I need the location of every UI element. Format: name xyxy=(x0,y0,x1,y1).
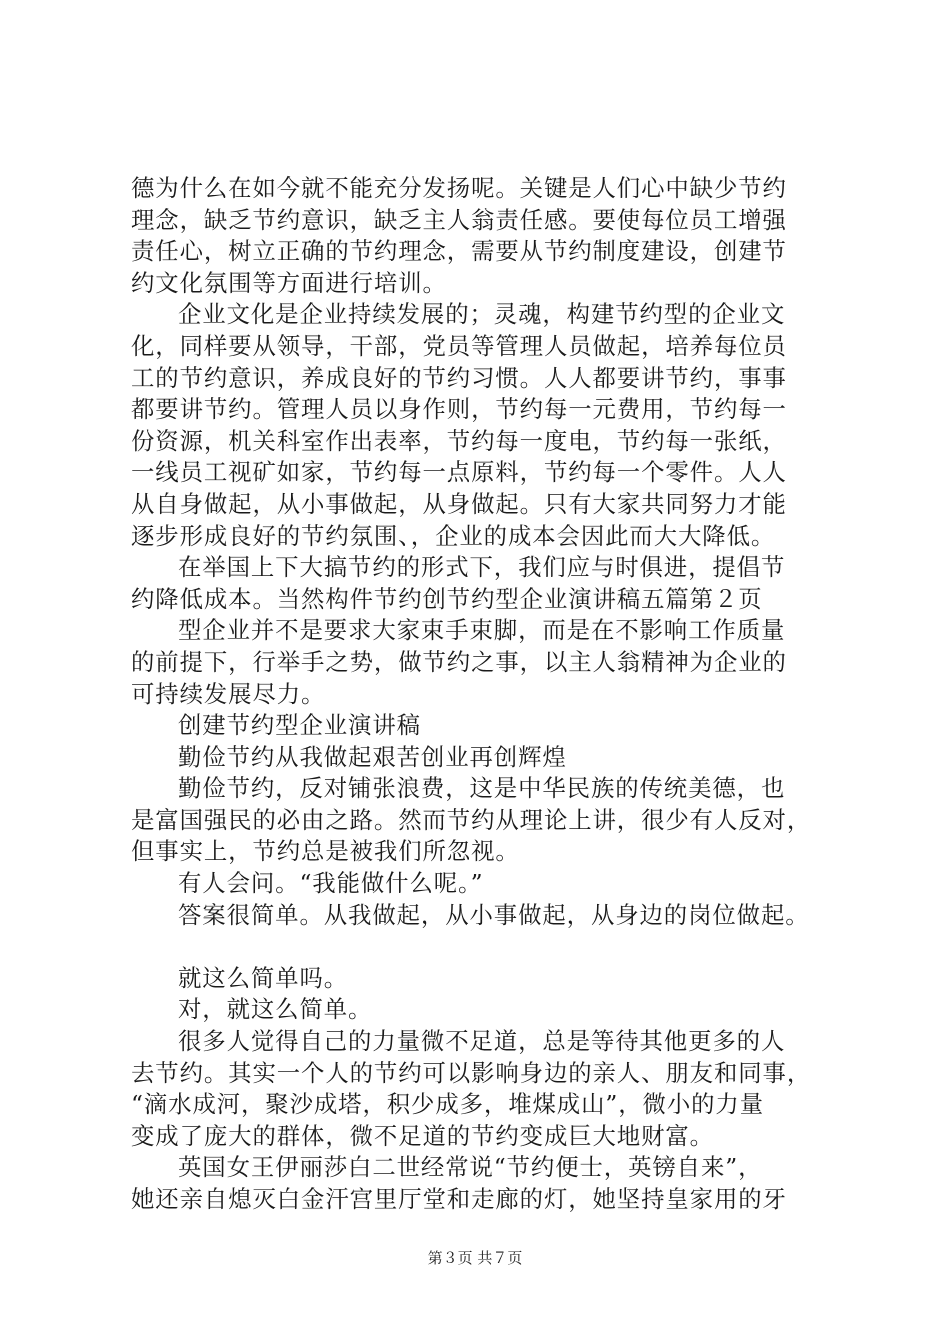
text-line: 从自身做起，从小事做起，从身做起。只有大家共同努力才能 xyxy=(131,489,787,518)
text-line: 约降低成本。当然构件节约创节约型企业演讲稿五篇第２页 xyxy=(131,584,763,613)
text-line: 工的节约意识，养成良好的节约习惯。人人都要讲节约，事事 xyxy=(131,363,787,392)
text-line: 去节约。其实一个人的节约可以影响身边的亲人、朋友和同事， xyxy=(131,1058,812,1087)
text-line: 德为什么在如今就不能充分发扬呢。关键是人们心中缺少节约 xyxy=(131,174,787,202)
text-line: 但事实上，节约总是被我们所忽视。 xyxy=(131,837,520,866)
text-line: 有人会问。“我能做什么呢。” xyxy=(178,869,484,898)
text-line: 理念，缺乏节约意识，缺乏主人翁责任感。要使每位员工增强 xyxy=(131,205,787,234)
text-line: 对，就这么简单。 xyxy=(178,995,373,1024)
text-line: 企业文化是企业持续发展的；灵魂，构建节约型的企业文 xyxy=(178,300,786,329)
body-text xyxy=(131,173,836,1216)
text-line: 很多人觉得自己的力量微不足道，总是等待其他更多的人 xyxy=(178,1027,786,1056)
text-line: 创建节约型企业演讲稿 xyxy=(178,711,421,740)
text-line: 是富国强民的必由之路。然而节约从理论上讲，很少有人反对， xyxy=(131,805,812,834)
text-line: 就这么简单吗。 xyxy=(178,963,349,992)
text-line: 英国女王伊丽莎白二世经常说“节约便士，英镑自来”， xyxy=(178,1153,763,1182)
text-line: 勤俭节约从我做起艰苦创业再创辉煌 xyxy=(178,742,567,771)
text-line: 约文化氛围等方面进行培训。 xyxy=(131,268,447,297)
text-line: 型企业并不是要求大家束手束脚，而是在不影响工作质量 xyxy=(178,616,786,645)
text-line: 勤俭节约，反对铺张浪费，这是中华民族的传统美德，也 xyxy=(178,774,786,803)
text-line: 化，同样要从领导，干部，党员等管理人员做起，培养每位员 xyxy=(131,331,787,360)
text-line: 她还亲自熄灭白金汗宫里厅堂和走廊的灯，她坚持皇家用的牙 xyxy=(131,1185,787,1213)
text-line: 变成了庞大的群体，微不足道的节约变成巨大地财富。 xyxy=(131,1121,714,1150)
text-line: 都要讲节约。管理人员以身作则，节约每一元费用，节约每一 xyxy=(131,395,787,424)
text-line: 在举国上下大搞节约的形式下，我们应与时俱进，提倡节 xyxy=(178,553,786,582)
text-line: 责任心，树立正确的节约理念，需要从节约制度建设，创建节 xyxy=(131,237,787,266)
page-footer: 第３页 共７页 xyxy=(427,1249,523,1267)
text-line: 的前提下，行举手之势，做节约之事，以主人翁精神为企业的 xyxy=(131,647,787,676)
text-line: 逐步形成良好的节约氛围、，企业的成本会因此而大大降低。 xyxy=(131,521,776,550)
text-line: 答案很简单。从我做起，从小事做起，从身边的岗位做起。 xyxy=(178,900,810,929)
text-line: 可持续发展尽力。 xyxy=(131,679,326,708)
text-line: “滴水成河，聚沙成塔，积少成多，堆煤成山”，微小的力量 xyxy=(131,1090,764,1119)
text-line: 份资源，机关科室作出表率，节约每一度电，节约每一张纸， xyxy=(131,426,787,455)
text-line: 一线员工视矿如家，节约每一点原料，节约每一个零件。人人 xyxy=(131,458,787,487)
